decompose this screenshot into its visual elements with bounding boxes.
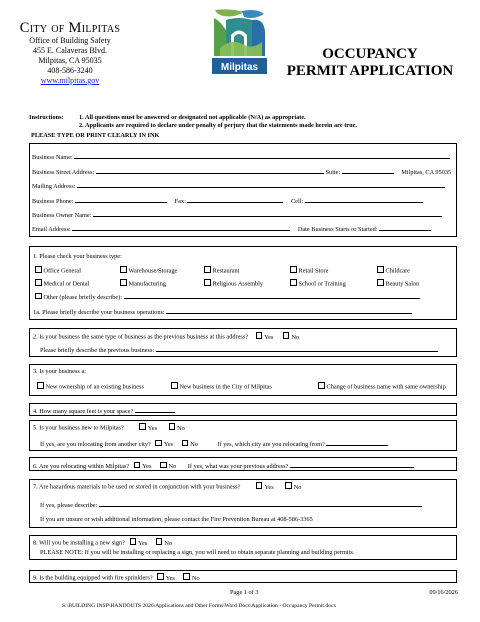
checkbox-other[interactable] — [35, 293, 42, 300]
q6-yes-checkbox[interactable] — [134, 462, 141, 469]
q8-no-checkbox[interactable] — [156, 538, 163, 545]
title-line-1: OCCUPANCY — [322, 46, 418, 62]
checkbox[interactable] — [35, 266, 42, 273]
type-medical-dental[interactable]: Medical or Dental — [35, 279, 89, 289]
question-3-section — [29, 364, 457, 396]
q3-option-name-change[interactable]: Change of business name with same ownership — [318, 382, 446, 392]
q6-previous-label: If yes, what was your previous address? — [187, 463, 289, 470]
question-6-section: 6. Are you relocating within Milpitas? Yes No If yes, what was your previous address? — [29, 457, 457, 471]
street-address: 455 E. Calaveras Blvd. — [33, 46, 107, 55]
checkbox[interactable] — [120, 266, 127, 273]
q4-label: 4. How many square feet is your space? — [33, 408, 134, 415]
q3-option-new-ownership[interactable]: New ownership of an existing business — [37, 382, 144, 392]
q8-yes-checkbox[interactable] — [130, 538, 137, 545]
q2-label: 2. Is your business the same type of business as the previous business at this address? — [33, 333, 249, 341]
business-info-section — [29, 143, 457, 237]
checkbox[interactable] — [377, 266, 384, 273]
checkbox[interactable] — [204, 266, 211, 273]
phone-number: 408-586-3240 — [47, 66, 93, 75]
business-name-field[interactable] — [74, 152, 450, 159]
checkbox[interactable] — [171, 382, 178, 389]
question-5-section: 5. Is your business new to Milpitas? Yes No If yes, are you relocating from another city? Yes No If yes, which city are you relocating from? — [29, 420, 457, 451]
phone-field[interactable] — [75, 196, 167, 203]
q7-note: If you are unsure or wish additional information, please contact the Fire Prevention Bureau at 408-586-3365 — [40, 516, 313, 523]
date-started-label: Date Business Starts or Started: — [297, 226, 378, 233]
type-restaurant[interactable]: Restaurant — [204, 266, 239, 276]
q5-no-checkbox[interactable] — [169, 423, 176, 430]
question-4-section — [29, 403, 457, 416]
type-manufacturing[interactable]: Manufacturing — [120, 279, 166, 289]
q2-describe-field[interactable] — [156, 345, 438, 352]
phone-label: Business Phone: — [32, 198, 74, 205]
type-religious-assembly[interactable]: Religious Assembly — [204, 279, 263, 289]
q6-previous-field[interactable] — [290, 461, 414, 468]
question-1-section — [29, 246, 457, 320]
q7-describe-field[interactable] — [99, 500, 422, 507]
other-field[interactable] — [124, 292, 420, 299]
type-warehouse[interactable]: Warehouse/Storage — [120, 266, 177, 276]
website-link[interactable]: www.milpitas.gov — [40, 76, 100, 85]
city-state-zip: Milpitas, CA 95035 — [38, 56, 102, 65]
city-label: Milpitas, CA 95035 — [401, 169, 452, 176]
please-type-note: PLEASE TYPE OR PRINT CLEARLY IN INK — [31, 132, 160, 139]
q5-which-city-field[interactable] — [326, 439, 388, 446]
file-path: S:\BUILDING INSP\HANDOUTS 2026\Applications and Other Forms\Word Docs\Application - Occupancy Permit.docx — [62, 603, 337, 609]
q2-describe-label: Please briefly describe the previous business: — [40, 347, 155, 354]
type-school-training[interactable]: School or Training — [290, 279, 346, 289]
email-field[interactable] — [72, 224, 290, 231]
q5-label: 5. Is your business new to Milpitas? — [33, 424, 124, 432]
email-label: Email Address: — [32, 226, 71, 233]
city-name: City of Milpitas — [19, 20, 121, 36]
q5-relocating-label: If yes, are you relocating from another city? — [40, 441, 151, 448]
q2-yes-checkbox[interactable] — [256, 332, 263, 339]
owner-label: Business Owner Name: — [32, 212, 92, 219]
question-9-section: 9. Is the building equipped with fire sprinklers? Yes No — [29, 570, 457, 583]
business-name-label: Business Name: — [32, 154, 73, 161]
q5-relocating-no-checkbox[interactable] — [182, 440, 189, 447]
q2-no-checkbox[interactable] — [283, 332, 290, 339]
q1a-label: 1a. Please briefly describe your business operations: — [33, 309, 165, 316]
cell-label: Cell: — [290, 198, 304, 205]
business-street-label: Business Street Address: — [32, 169, 95, 176]
q8-note: PLEASE NOTE: If you will be installing or replacing a sign, you will need to obtain separate planning and building permits. — [40, 549, 355, 556]
instructions-label: Instructions: — [29, 114, 64, 121]
page-number: Page 1 of 3 — [230, 589, 259, 596]
instruction-2: 2. Applicants are required to declare under penalty of perjury that the statements made herein are true. — [79, 122, 357, 129]
q8-label: 8. Will you be installing a new sign? — [33, 539, 125, 547]
q7-describe-label: If yes, please describe: — [40, 502, 98, 509]
fax-field[interactable] — [187, 196, 283, 203]
checkbox[interactable] — [318, 382, 325, 389]
checkbox[interactable] — [120, 279, 127, 286]
owner-field[interactable] — [93, 210, 442, 217]
q7-yes-checkbox[interactable] — [256, 482, 263, 489]
checkbox[interactable] — [37, 382, 44, 389]
department-name: Office of Building Safety — [29, 36, 111, 45]
type-beauty-salon[interactable]: Beauty Salon — [377, 279, 419, 289]
q6-no-checkbox[interactable] — [160, 462, 167, 469]
checkbox[interactable] — [377, 279, 384, 286]
suite-field[interactable] — [342, 167, 394, 174]
mailing-field[interactable] — [77, 181, 445, 188]
instruction-1: 1. All questions must be answered or designated not applicable (N/A) as appropriate. — [79, 114, 306, 121]
q5-yes-checkbox[interactable] — [139, 423, 146, 430]
type-office-general[interactable]: Office General — [35, 266, 81, 276]
q3-option-new-business[interactable]: New business in the City of Milpitas — [171, 382, 272, 392]
q5-which-city-label: If yes, which city are you relocating from? — [217, 441, 325, 448]
mailing-label: Mailing Address: — [32, 183, 76, 190]
milpitas-logo — [212, 8, 267, 78]
question-2-section: 2. Is your business the same type of business as the previous business at this address? Yes No Please briefly describe the previous business: — [29, 328, 457, 357]
q9-label: 9. Is the building equipped with fire sprinklers? — [33, 574, 153, 582]
question-8-section: 8. Will you be installing a new sign? Yes No PLEASE NOTE: If you will be installing or replacing a sign, you will need to obtain separate planning and building permits. — [29, 535, 457, 560]
q7-label: 7. Are hazardous materials to be used or stored in conjunction with your business? — [33, 483, 241, 491]
cell-field[interactable] — [305, 196, 423, 203]
question-7-section: 7. Are hazardous materials to be used or stored in conjunction with your business? Yes No If yes, please describe: If you are unsure or wish additional information, please contact the Fire Prevention Bureau at 408-586-3365 — [29, 479, 457, 528]
suite-label: Suite: — [325, 169, 341, 176]
q7-no-checkbox[interactable] — [285, 482, 292, 489]
q9-yes-checkbox[interactable] — [157, 573, 164, 580]
type-childcare[interactable]: Childcare — [377, 266, 410, 276]
q5-relocating-yes-checkbox[interactable] — [155, 440, 162, 447]
q6-label: 6. Are you relocating within Milpitas? — [33, 463, 130, 470]
q4-field[interactable] — [135, 406, 175, 413]
title-line-2: PERMIT APPLICATION — [286, 63, 454, 79]
checkbox[interactable] — [204, 279, 211, 286]
checkbox[interactable] — [35, 279, 42, 286]
checkbox[interactable] — [290, 266, 297, 273]
checkbox[interactable] — [290, 279, 297, 286]
type-retail-store[interactable]: Retail Store — [290, 266, 328, 276]
footer-date: 09/16/2026 — [429, 589, 458, 596]
q9-no-checkbox[interactable] — [183, 573, 190, 580]
q1-label: 1. Please check your business type: — [33, 253, 122, 260]
q3-label: 3. Is your business a: — [33, 368, 86, 375]
business-street-field[interactable] — [96, 167, 324, 174]
other-label: Other (please briefly describe): — [43, 294, 122, 301]
logo-text: Milpitas — [220, 62, 259, 73]
fax-label: Fax: — [174, 198, 186, 205]
date-started-field[interactable] — [379, 224, 431, 231]
q1a-field[interactable] — [166, 307, 412, 314]
